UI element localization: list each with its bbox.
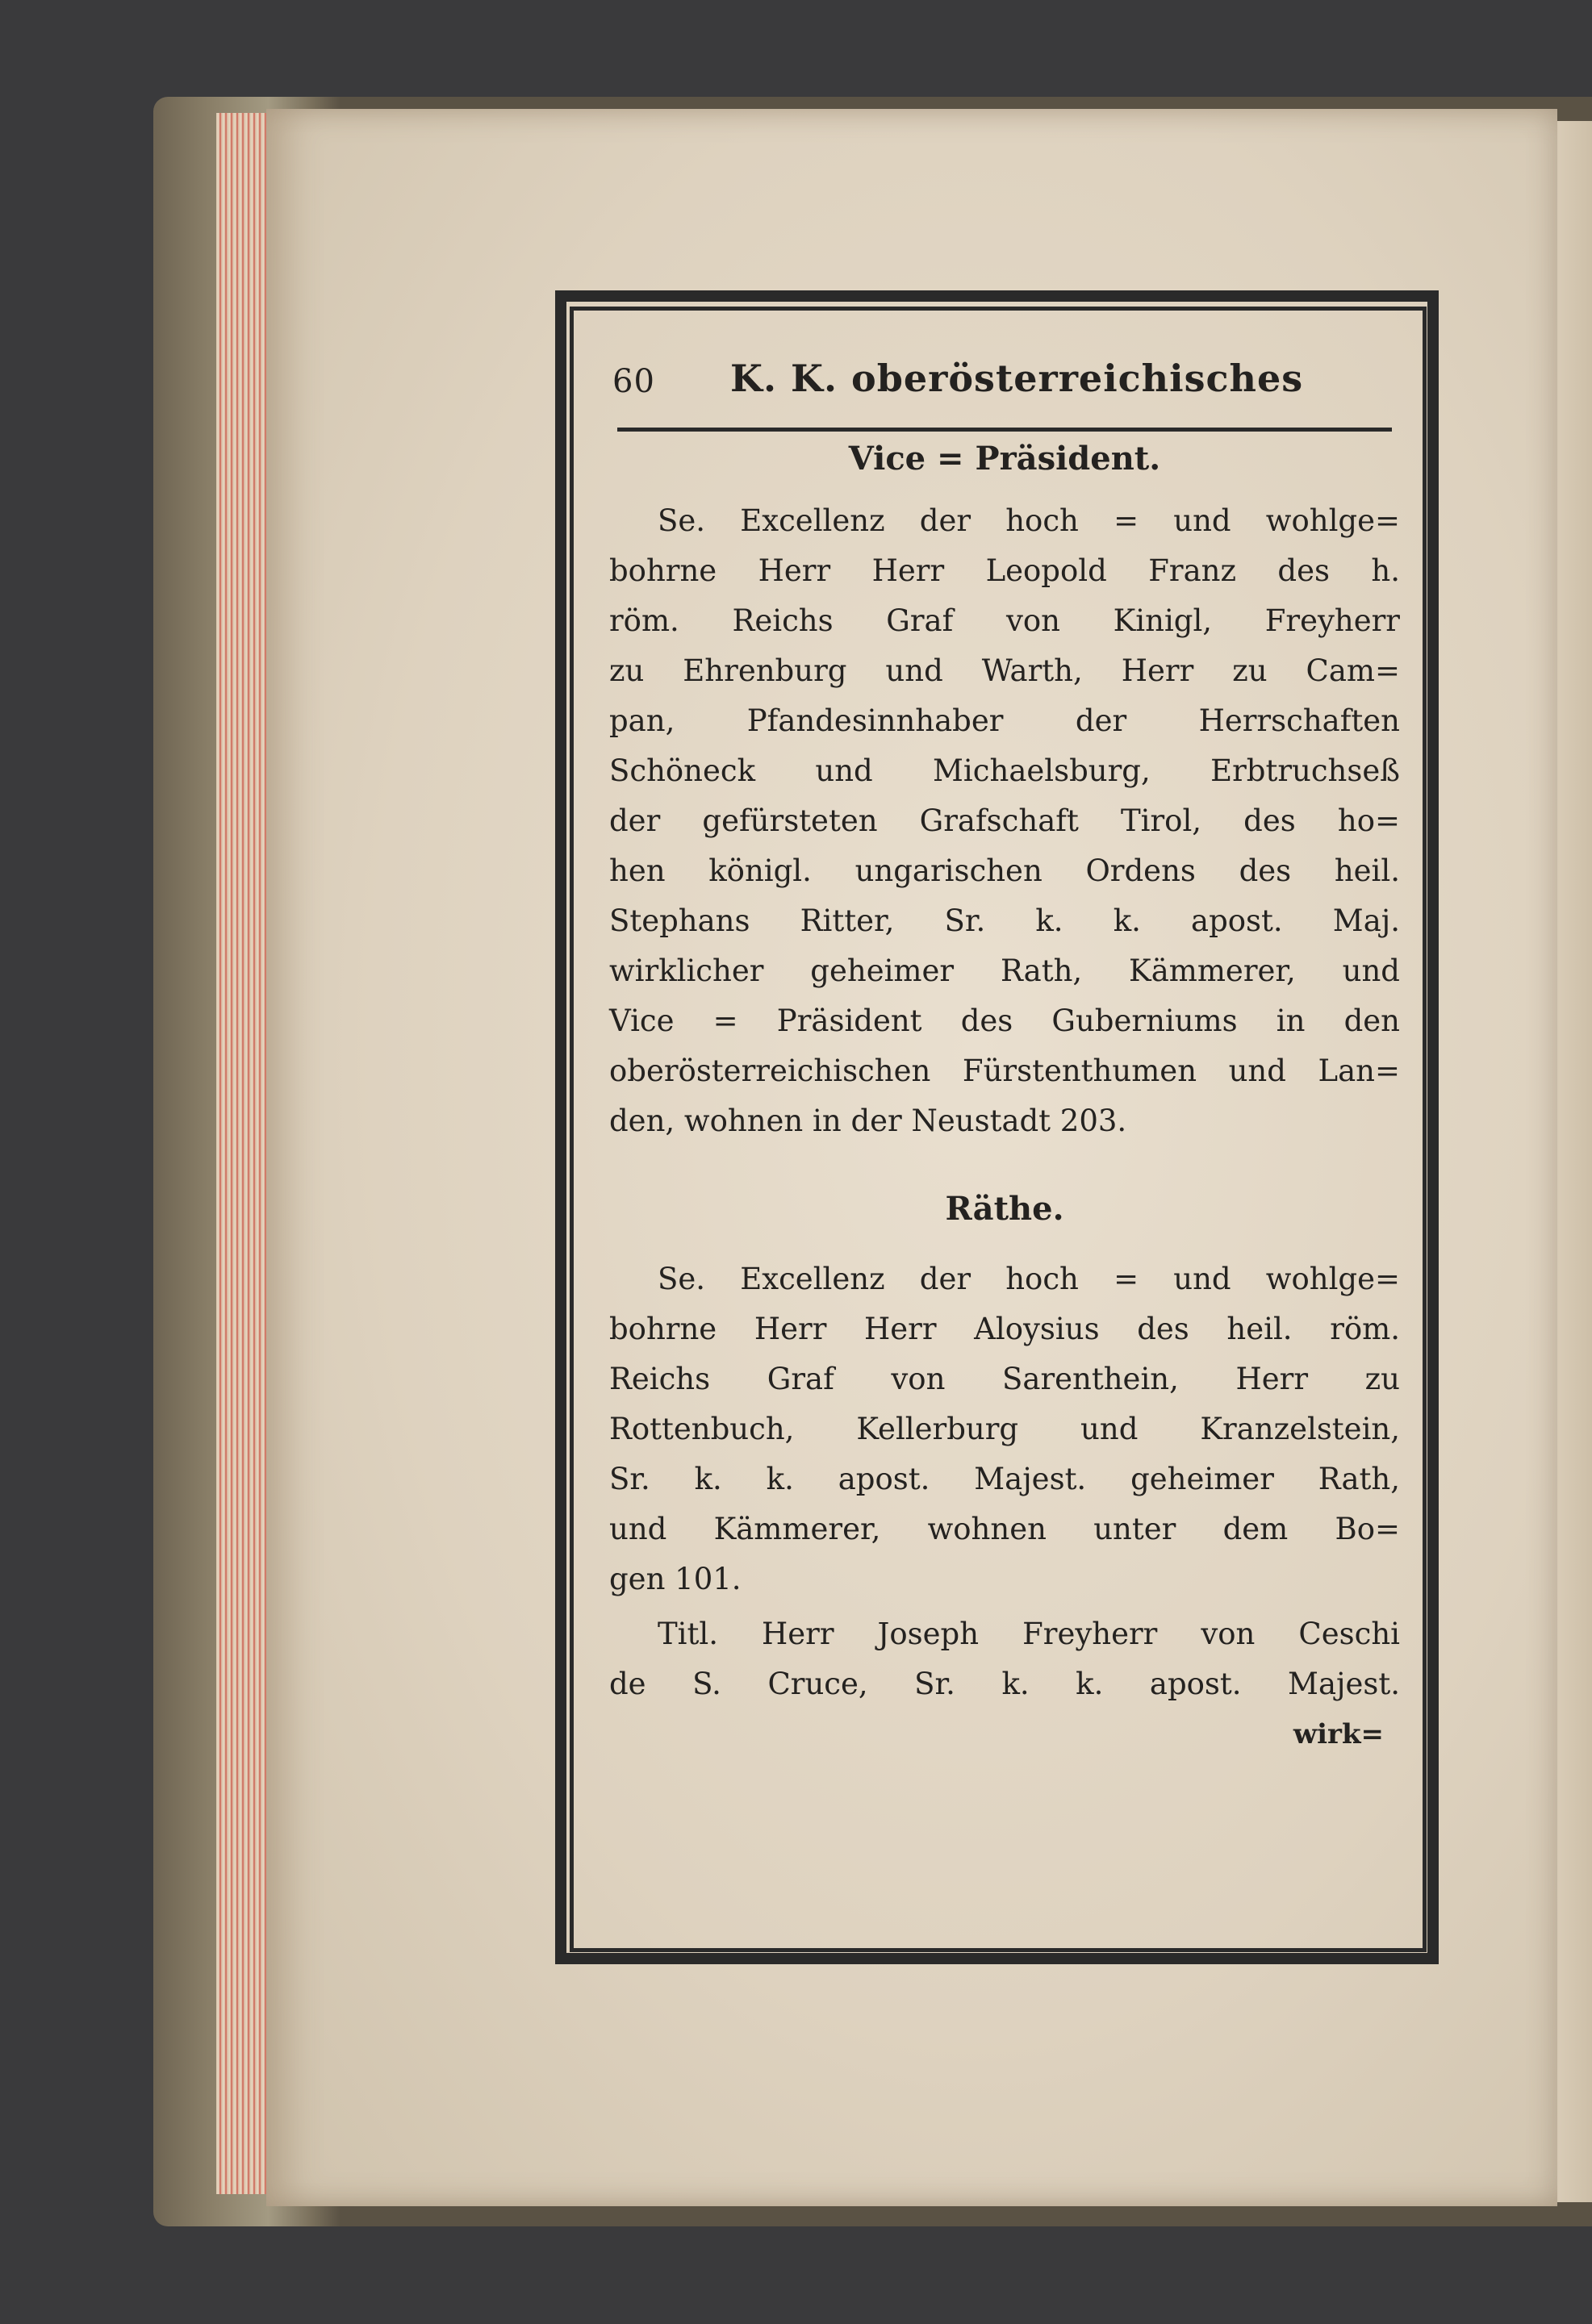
text-line: Se. Excellenz der hoch = und wohlge= [658,503,1400,538]
text-line: bohrne Herr Herr Leopold Franz des h. [609,553,1400,588]
text-line: zu Ehrenburg und Warth, Herr zu Cam= [609,653,1400,688]
text-line: und Kämmerer, wohnen unter dem Bo= [609,1512,1400,1546]
text-line: pan, Pfandesinnhaber der Herrschaften [609,703,1400,738]
running-head [609,348,1400,413]
running-title: K. K. oberösterreichisches [730,357,1304,400]
text-line: hen königl. ungarischen Ordens des heil. [609,853,1400,888]
text-line: röm. Reichs Graf von Kinigl, Freyherr [609,603,1400,638]
text-line: Schöneck und Michaelsburg, Erbtruchseß [609,753,1400,788]
section-heading-raethe: Räthe. [945,1190,1064,1228]
text-line: Titl. Herr Joseph Freyherr von Ceschi [658,1617,1400,1651]
text-line: Vice = Präsident des Guberniums in den [609,1003,1400,1038]
text-line: der gefürsteten Grafschaft Tirol, des ho= [609,803,1400,838]
text-line: den, wohnen in der Neustadt 203. [609,1104,1127,1138]
text-line: de S. Cruce, Sr. k. k. apost. Majest. [609,1667,1400,1701]
text-line: Rottenbuch, Kellerburg und Kranzelstein, [609,1412,1400,1446]
text-line: Se. Excellenz der hoch = und wohlge= [658,1262,1400,1296]
text-line: Sr. k. k. apost. Majest. geheimer Rath, [609,1462,1400,1496]
head-rule [617,428,1392,432]
text-line: bohrne Herr Herr Aloysius des heil. röm. [609,1312,1400,1346]
text-line: gen 101. [609,1562,742,1596]
text-block [609,339,1400,1936]
text-line: oberösterreichischen Fürstenthumen und Lan= [609,1054,1400,1088]
text-line: Reichs Graf von Sarenthein, Herr zu [609,1362,1400,1396]
text-line: wirklicher geheimer Rath, Kämmerer, und [609,953,1400,988]
page-number: 60 [612,363,655,400]
section-heading-vice-president: Vice = Präsident. [848,440,1161,478]
catchword: wirk= [1293,1718,1384,1750]
text-line: Stephans Ritter, Sr. k. k. apost. Maj. [609,903,1400,938]
